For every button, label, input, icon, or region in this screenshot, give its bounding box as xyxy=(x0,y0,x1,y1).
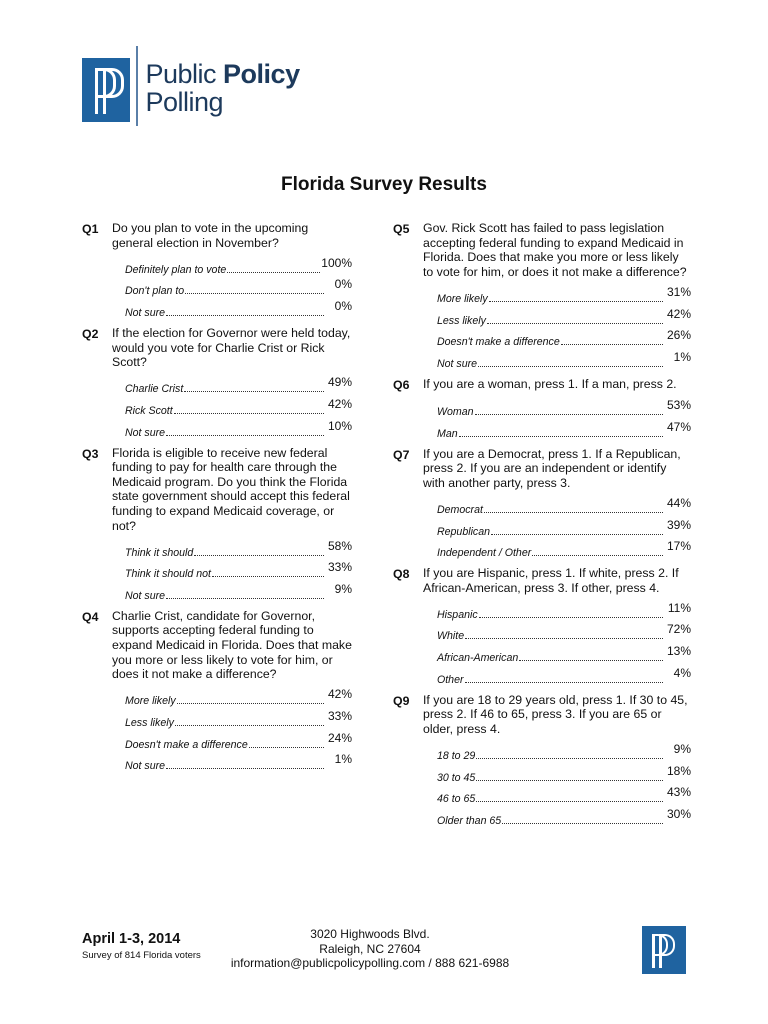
dot-leader xyxy=(166,315,324,316)
page-title: Florida Survey Results xyxy=(281,174,487,195)
answer-percent: 58% xyxy=(327,538,352,553)
answer-list xyxy=(393,283,691,369)
dot-leader xyxy=(212,576,324,577)
dot-leader xyxy=(479,617,663,618)
question-text: Do you plan to vote in the upcoming general election in November? xyxy=(112,221,309,250)
question-q8 xyxy=(393,566,691,595)
answer-percent: 17% xyxy=(666,539,691,554)
dot-leader xyxy=(519,660,663,661)
dot-leader xyxy=(185,293,324,294)
dot-leader xyxy=(475,414,664,415)
answer-row xyxy=(125,707,352,729)
answer-label: 30 to 45 xyxy=(437,771,476,784)
question-number: Q9 xyxy=(393,693,410,708)
answer-label: Republican xyxy=(437,525,491,538)
answer-label: Not sure xyxy=(125,760,166,773)
answer-list xyxy=(393,494,691,559)
dot-leader xyxy=(227,272,320,273)
question-q9 xyxy=(393,693,691,737)
question-text: If you are a Democrat, press 1. If a Republican, press 2. If you are an independent or identify with another party, press 3. xyxy=(423,446,681,490)
answer-percent: 33% xyxy=(327,709,352,724)
answer-label: Not sure xyxy=(125,426,166,439)
question-number: Q6 xyxy=(393,377,410,392)
answer-label: Woman xyxy=(437,405,474,418)
pp-logo-icon xyxy=(82,58,130,122)
dot-leader xyxy=(491,534,663,535)
dot-leader xyxy=(561,344,663,345)
dot-leader xyxy=(175,725,324,726)
dot-leader xyxy=(166,768,324,769)
answer-percent: 100% xyxy=(321,255,352,270)
answer-percent: 42% xyxy=(327,396,352,411)
answer-percent: 53% xyxy=(666,397,691,412)
answer-row xyxy=(125,374,352,396)
contact-block xyxy=(220,927,520,971)
question-q4 xyxy=(82,609,352,682)
answer-row xyxy=(437,664,691,686)
answer-label: Not sure xyxy=(125,306,166,319)
answer-label: Hispanic xyxy=(437,608,478,621)
answer-percent: 0% xyxy=(334,298,352,313)
brand-name xyxy=(146,60,300,116)
answer-label: Definitely plan to vote xyxy=(125,263,227,276)
answer-percent: 44% xyxy=(666,495,691,510)
brand-logo xyxy=(82,46,300,126)
answer-label: 18 to 29 xyxy=(437,750,476,763)
question-q2 xyxy=(82,326,352,370)
answer-row xyxy=(437,396,691,418)
answer-row xyxy=(437,762,691,784)
answer-row xyxy=(437,494,691,516)
left-column xyxy=(82,221,352,779)
footer-logo-icon xyxy=(642,926,686,974)
answer-row xyxy=(125,254,352,276)
answer-row xyxy=(437,805,691,827)
answer-row xyxy=(125,580,352,602)
answer-list xyxy=(393,396,691,439)
answer-percent: 31% xyxy=(666,284,691,299)
answer-row xyxy=(125,276,352,298)
answer-row xyxy=(125,537,352,559)
answer-label: African-American xyxy=(437,652,519,665)
answer-percent: 13% xyxy=(666,644,691,659)
answer-percent: 42% xyxy=(327,687,352,702)
question-text: Florida is eligible to receive new federal funding to pay for health care through the Medicaid program. Do you think the Florida state government should accept this federal funding to expand Medicaid coverage, or not? xyxy=(112,445,350,533)
answer-list xyxy=(82,686,352,772)
dot-leader xyxy=(532,555,663,556)
answer-row xyxy=(437,516,691,538)
answer-row xyxy=(125,395,352,417)
answer-row xyxy=(437,327,691,349)
question-q3 xyxy=(82,446,352,534)
brand-name-policy: Policy xyxy=(223,59,300,89)
address-line1: 3020 Highwoods Blvd. xyxy=(310,927,430,941)
answer-label: Democrat xyxy=(437,503,483,516)
answer-percent: 26% xyxy=(666,328,691,343)
answer-percent: 11% xyxy=(667,600,691,615)
survey-sample: Survey of 814 Florida voters xyxy=(82,950,201,961)
dot-leader xyxy=(484,512,663,513)
question-text: If you are 18 to 29 years old, press 1. If 30 to 45, press 2. If 46 to 65, press 3. If you are 65 or older, press 4. xyxy=(423,692,688,736)
answer-label: Think it should xyxy=(125,546,194,559)
dot-leader xyxy=(478,366,663,367)
answer-percent: 30% xyxy=(666,806,691,821)
question-text: Gov. Rick Scott has failed to pass legislation accepting federal funding to expand Medicaid in Florida. Does that make you more or less likely to vote for him, or does it not make a difference? xyxy=(423,221,687,279)
answer-percent: 24% xyxy=(327,730,352,745)
answer-label: Doesn't make a difference xyxy=(125,738,248,751)
question-number: Q8 xyxy=(393,567,410,582)
answer-row xyxy=(437,599,691,621)
contact-info: information@publicpolicypolling.com / 888 621-6988 xyxy=(230,956,510,970)
answer-label: Man xyxy=(437,427,458,440)
question-q7 xyxy=(393,447,691,491)
answer-percent: 39% xyxy=(666,517,691,532)
answer-label: Doesn't make a difference xyxy=(437,336,560,349)
answer-percent: 47% xyxy=(666,419,691,434)
answer-label: Not sure xyxy=(125,589,166,602)
answer-label: Not sure xyxy=(437,357,478,370)
answer-row xyxy=(437,538,691,560)
answer-percent: 1% xyxy=(673,349,691,364)
answer-row xyxy=(437,348,691,370)
answer-label: White xyxy=(437,630,465,643)
question-text: If the election for Governor were held today, would you vote for Charlie Crist or Rick Scott? xyxy=(112,325,351,370)
answer-row xyxy=(437,418,691,440)
answer-row xyxy=(437,784,691,806)
answer-label: Other xyxy=(437,673,464,686)
answer-percent: 49% xyxy=(327,375,352,390)
answer-percent: 9% xyxy=(334,581,352,596)
question-q6 xyxy=(393,377,691,393)
answer-percent: 33% xyxy=(327,560,352,575)
question-number: Q1 xyxy=(82,222,99,236)
question-number: Q7 xyxy=(393,447,410,462)
dot-leader xyxy=(459,436,663,437)
answer-list xyxy=(393,599,691,685)
answer-percent: 72% xyxy=(666,622,691,637)
answer-percent: 1% xyxy=(334,752,352,767)
answer-label: Charlie Crist xyxy=(125,383,184,396)
answer-list xyxy=(393,740,691,826)
dot-leader xyxy=(465,682,664,683)
answer-row xyxy=(437,642,691,664)
address-line2: Raleigh, NC 27604 xyxy=(319,941,421,956)
question-number: Q5 xyxy=(393,222,410,236)
answer-label: Older than 65 xyxy=(437,814,502,827)
answer-list xyxy=(82,537,352,602)
dot-leader xyxy=(489,301,663,302)
answer-list xyxy=(82,254,352,319)
question-q1 xyxy=(82,221,352,250)
answer-row xyxy=(437,740,691,762)
answer-label: Don't plan to xyxy=(125,285,185,298)
brand-name-polling: Polling xyxy=(145,87,224,117)
answer-label: 46 to 65 xyxy=(437,793,476,806)
answer-percent: 10% xyxy=(327,418,352,433)
question-text: If you are a woman, press 1. If a man, press 2. xyxy=(423,376,677,391)
dot-leader xyxy=(476,758,663,759)
answer-row xyxy=(125,417,352,439)
answer-percent: 43% xyxy=(666,785,691,800)
answer-row xyxy=(125,686,352,708)
question-text: If you are Hispanic, press 1. If white, press 2. If African-American, press 3. If other, press 4. xyxy=(423,566,679,595)
dot-leader xyxy=(249,747,324,748)
answer-percent: 42% xyxy=(666,306,691,321)
answer-label: More likely xyxy=(437,292,488,305)
survey-date: April 1-3, 2014 xyxy=(82,931,181,947)
brand-name-public: Public xyxy=(145,59,224,89)
dot-leader xyxy=(502,823,663,824)
answer-list xyxy=(82,374,352,439)
answer-label: More likely xyxy=(125,695,176,708)
answer-row xyxy=(125,729,352,751)
dot-leader xyxy=(166,435,324,436)
dot-leader xyxy=(465,638,663,639)
answer-percent: 4% xyxy=(673,665,691,680)
answer-label: Less likely xyxy=(437,314,486,327)
dot-leader xyxy=(177,703,324,704)
right-column xyxy=(393,221,691,834)
answer-percent: 18% xyxy=(666,763,691,778)
answer-row xyxy=(125,559,352,581)
answer-row xyxy=(437,621,691,643)
dot-leader xyxy=(476,801,663,802)
question-q5 xyxy=(393,221,691,279)
answer-row xyxy=(437,283,691,305)
answer-label: Less likely xyxy=(125,717,174,730)
logo-divider xyxy=(136,46,138,126)
dot-leader xyxy=(194,555,324,556)
dot-leader xyxy=(184,391,324,392)
answer-percent: 9% xyxy=(673,742,691,757)
question-number: Q3 xyxy=(82,446,99,461)
question-text: Charlie Crist, candidate for Governor, supports accepting federal funding to expand Medicaid in Florida. Does that make you more or less likely to vote for him, or does it not make a difference? xyxy=(112,608,352,682)
dot-leader xyxy=(476,780,663,781)
answer-row xyxy=(437,305,691,327)
question-number: Q2 xyxy=(82,326,99,341)
answer-row xyxy=(125,751,352,773)
answer-percent: 0% xyxy=(334,277,352,292)
dot-leader xyxy=(166,598,324,599)
answer-label: Rick Scott xyxy=(125,404,173,417)
dot-leader xyxy=(487,323,663,324)
answer-label: Independent / Other xyxy=(437,547,532,560)
question-number: Q4 xyxy=(82,609,99,624)
dot-leader xyxy=(174,413,324,414)
answer-label: Think it should not xyxy=(125,568,211,581)
answer-row xyxy=(125,297,352,319)
